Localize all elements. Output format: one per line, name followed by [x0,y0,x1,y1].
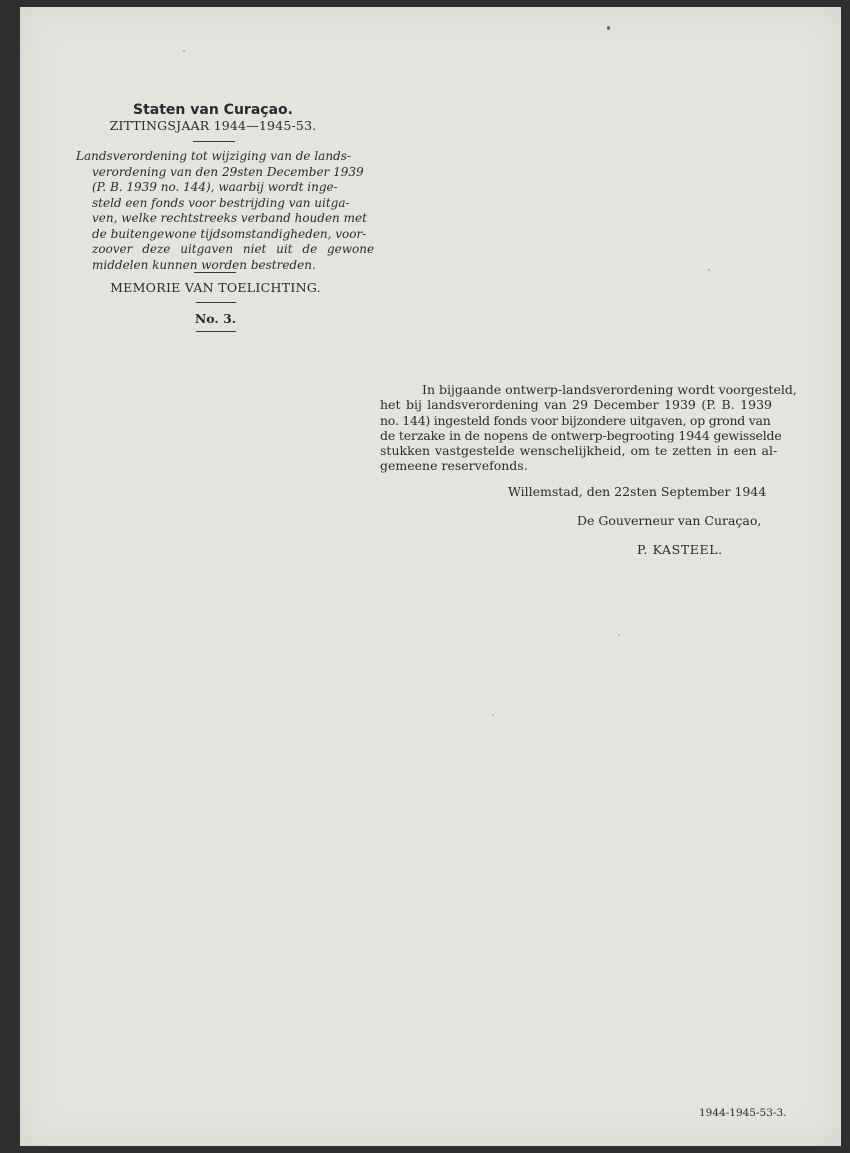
document-number: No. 3. [194,311,237,326]
body-line: no. 144) ingesteld fonds voor bijzondere uitgaven, op grond van [380,412,771,428]
memorie-divider [196,302,236,303]
ordinance-line: middelen kunnen worden bestreden. [92,257,316,272]
body-line: In bijgaande ontwerp-landsverordening wordt voorgesteld, [422,382,797,397]
paper-speck [708,269,710,271]
body-line: stukken vastgestelde wenschelijkheid, om te zetten in een al- [380,443,778,459]
signatory-name: P. KASTEEL. [637,542,723,557]
body-line: de terzake in de nopens de ontwerp-begrooting 1944 gewisselde [380,427,782,443]
body-line: het bij landsverordening van 29 December 1939 (P. B. 1939 [380,397,772,413]
paper-speck [183,50,185,52]
ordinance-line: steld een fonds voor bestrijding van uitga- [92,195,350,210]
ordinance-divider [194,272,236,273]
explanation-paragraph [380,382,797,474]
ordinance-line: Landsverordening tot wijziging van de lands- [76,149,351,163]
governor-title: De Gouverneur van Curaçao, [577,513,762,528]
ordinance-line: ven, welke rechtstreeks verband houden met [92,211,367,225]
place-date: Willemstad, den 22sten September 1944 [508,484,767,499]
body-line: gemeene reservefonds. [380,458,528,474]
paper-speck [607,26,610,30]
memorie-heading: MEMORIE VAN TOELICHTING. [110,280,321,295]
document-title: Staten van Curaçao. [133,102,293,118]
ordinance-line: (P. B. 1939 no. 144), waarbij wordt inge- [92,180,338,194]
document-code: 1944-1945-53-3. [699,1107,787,1119]
title-divider [193,141,235,142]
session-year: ZITTINGSJAAR 1944—1945-53. [109,118,317,133]
ordinance-line: verordening van den 29sten December 1939 [92,164,364,179]
number-divider [196,331,236,332]
paper-speck [492,714,494,716]
ordinance-title [76,149,375,273]
ordinance-line: de buitengewone tijdsomstandigheden, voor- [92,226,367,241]
ordinance-line: zoover deze uitgaven niet uit de gewone [92,242,375,256]
paper-speck [618,634,620,636]
